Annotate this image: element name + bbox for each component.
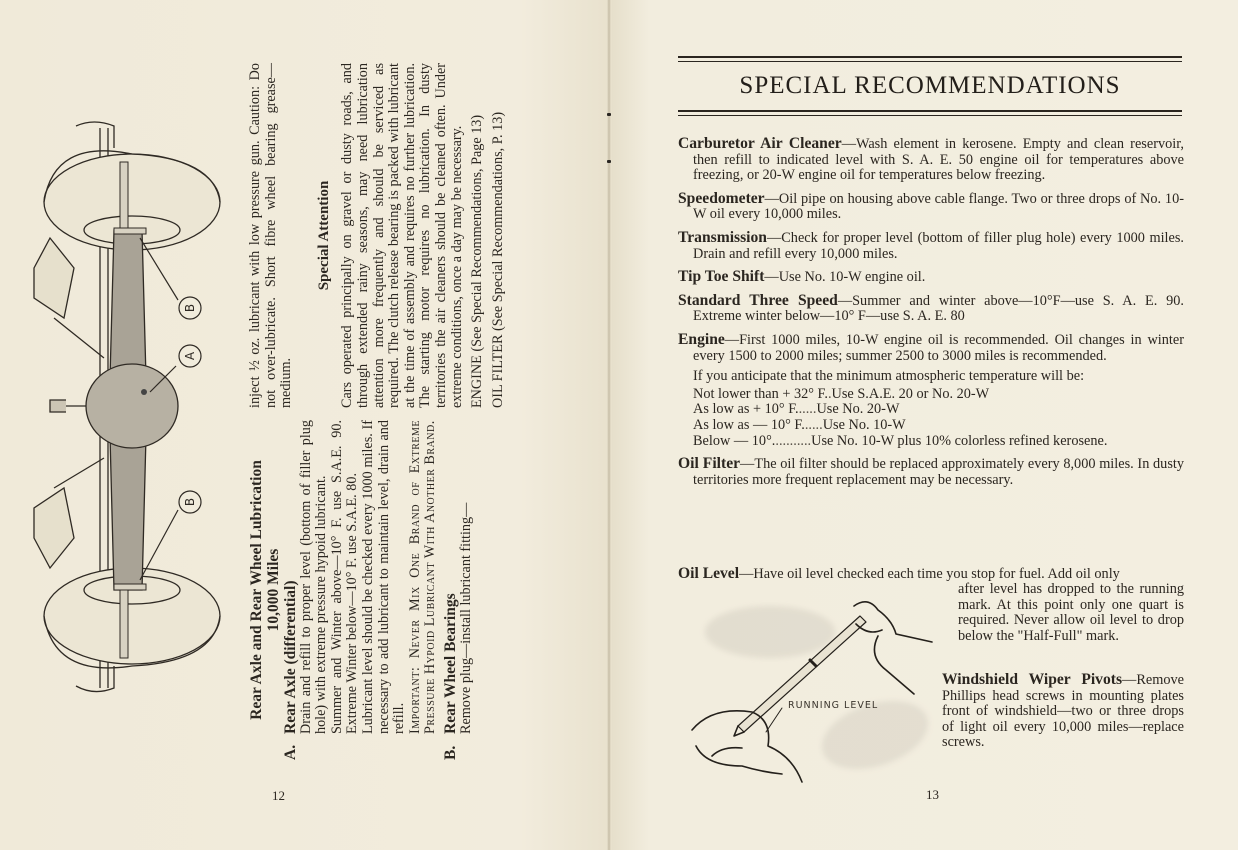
svg-text:B: B (183, 497, 197, 507)
item-a-para-3: Lubricant level should be checked every 1000 miles. If necessary to add lubricant to maintain level, drain and refill. (359, 420, 408, 734)
running-level-label: RUNNING LEVEL (788, 700, 879, 711)
item-b-para: Remove plug—install lubricant fitting— (457, 502, 474, 734)
special-attention-title: Special Attention (315, 180, 332, 291)
title-rule-bottom (678, 110, 1182, 116)
page-gutter (607, 0, 611, 850)
section-subtitle: 10,000 Miles (265, 548, 282, 632)
svg-text:A: A (183, 351, 197, 361)
item-a-heading: A. Rear Axle (differential) (282, 580, 299, 760)
page-title: SPECIAL RECOMMENDATIONS (739, 72, 1121, 99)
rec-three-speed: Standard Three Speed—Summer and winter above—10°F—use S. A. E. 90. Extreme winter below—10° F—use S. A. E. 80 (678, 291, 1184, 325)
rec-engine: Engine—First 1000 miles, 10-W engine oil is recommended. Oil changes in winter every 1500 to 2000 miles; summer 2500 to 3000 miles is recommended. (678, 330, 1184, 364)
rear-axle-diagram (14, 118, 230, 696)
temperature-table (678, 369, 1184, 449)
svg-text:B: B (183, 303, 197, 313)
oil-filter-reference: OIL FILTER (See Special Recommendations, P. 13) (489, 111, 506, 408)
special-attention-body: Cars operated principally on gravel or dusty roads, and through extended rainy seasons, may need lubrication attention more frequently and should be serviced as required. The clutch release bearing is packed with lubricant at the time of assembly and requires no further lubrication. The starting motor requires no lubrication. In dusty territories the air cleaners should be cleaned often. Under extreme conditions, once a day may be necessary. (339, 63, 465, 408)
item-a-para-2: Summer and Winter above—10° F. use S.A.E. 90. Extreme Winter below—10° F. use S.A.E. 80. (328, 420, 361, 734)
page-number-right: 13 (926, 787, 939, 802)
section-title: Rear Axle and Rear Wheel Lubrication (248, 460, 265, 720)
engine-reference: ENGINE (See Special Recommendations, Page 13) (469, 114, 486, 408)
temp-row: As low as + 10° F. ..... Use No. 20-W (693, 401, 900, 418)
rec-windshield-wiper: Windshield Wiper Pivots—Remove Phillips head screws in mounting plates front of windshield—two or three drops of light oil every 10,000 miles—replace screws. (942, 671, 1184, 751)
temperature-intro: If you anticipate that the minimum atmospheric temperature will be: (693, 368, 1085, 385)
important-note: Important: Never Mix One Brand of Extreme Pressure Hypoid Lubricant With Another Brand. (406, 420, 439, 734)
item-a-para-1: Drain and refill to proper level (bottom of filler plug hole) with extreme pressure hypoid lubricant. (297, 420, 330, 734)
rec-carburetor: Carburetor Air Cleaner—Wash element in kerosene. Empty and clean reservoir, then refill to indicated level with S. A. E. 50 engine oil for temperatures above freezing, or 20-W engine oil for temperatures below freezing. (678, 135, 1184, 184)
rec-oil-level: Oil Level—Have oil level checked each time you stop for fuel. Add oil only (678, 565, 1120, 582)
item-b-heading: B. Rear Wheel Bearings (441, 593, 459, 760)
staple-mark (607, 160, 611, 163)
title-rule-top (678, 56, 1182, 62)
rec-oil-filter: Oil Filter—The oil filter should be replaced approximately every 8,000 miles. In dusty territories more frequent replacement may be necessary. (678, 455, 1185, 488)
left-page-rotated-text (248, 60, 548, 760)
recommendations-list (678, 136, 1184, 495)
rec-tip-toe-shift: Tip Toe Shift—Use No. 10-W engine oil. (678, 268, 926, 286)
temp-row: Below — 10°. .......... Use No. 10-W plus 10% colorless refined kerosene. (693, 432, 1108, 449)
temp-row: Not lower than + 32° F. . Use S.A.E. 20 or No. 20-W (693, 385, 990, 402)
lubrication-column (248, 420, 474, 760)
rec-speedometer: Speedometer—Oil pipe on housing above cable flange. Two or three drops of No. 10-W oil every 10,000 miles. (678, 189, 1184, 223)
oil-level-continuation: after level has dropped to the running mark. At this point only one quart is required. Never allow oil level to drop below the "Half-Full" mark. (958, 581, 1184, 644)
rec-transmission: Transmission—Check for proper level (bottom of filler plug hole) every 1000 miles. Drain and refill every 10,000 miles. (678, 228, 1184, 262)
item-b-continuation: inject ½ oz. lubricant with low pressure gun. Caution: Do not over-lubricate. Short fibre wheel bearing grease—medium. (247, 63, 295, 408)
page-number-left: 12 (272, 788, 285, 803)
attention-column (248, 63, 506, 408)
temp-row: As low as — 10° F. ..... Use No. 10-W (693, 416, 906, 433)
dipstick-illustration (682, 596, 940, 786)
staple-mark (607, 113, 611, 116)
